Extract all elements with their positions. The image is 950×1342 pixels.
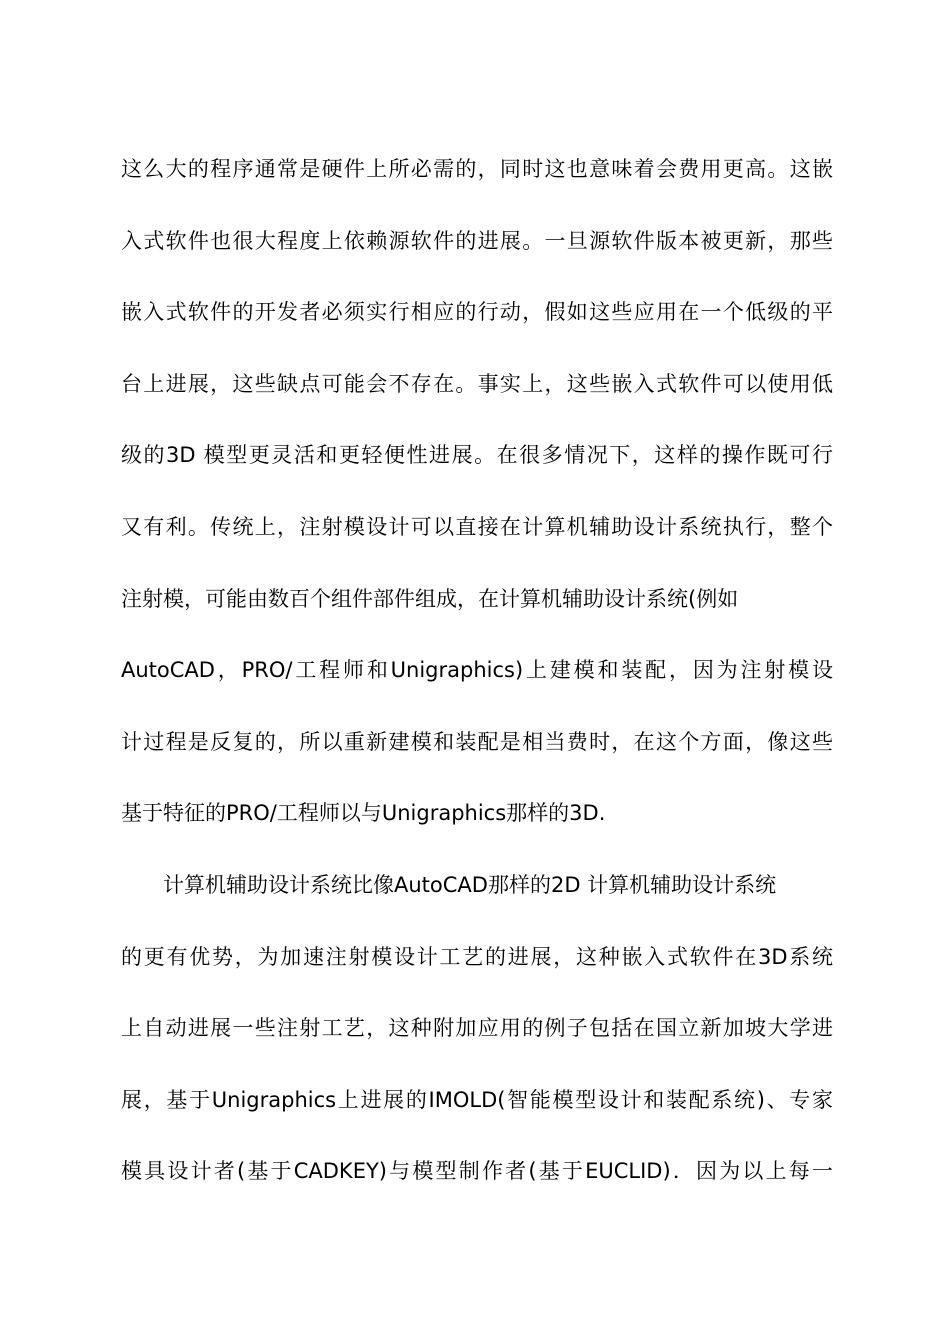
text-line: 计过程是反复的，所以重新建模和装配是相当费时，在这个方面，像这些 xyxy=(121,729,833,754)
text-line: 的更有优势，为加速注射模设计工艺的进展，这种嵌入式软件在3D系统 xyxy=(121,944,833,969)
text-line: 这么大的程序通常是硬件上所必需的，同时这也意味着会费用更高。这嵌 xyxy=(121,157,833,181)
text-line: 计算机辅助设计系统比像AutoCAD那样的2D 计算机辅助设计系统 xyxy=(163,872,777,897)
text-line: 注射模，可能由数百个组件部件组成，在计算机辅助设计系统(例如 xyxy=(121,586,739,611)
text-line: 又有利。传统上，注射模设计可以直接在计算机辅助设计系统执行，整个 xyxy=(121,514,833,539)
body-text xyxy=(121,150,833,1224)
text-line: 嵌入式软件的开发者必须实行相应的行动，假如这些应用在一个低级的平 xyxy=(121,300,833,325)
text-line: 入式软件也很大程度上依赖源软件的进展。一旦源软件版本被更新，那些 xyxy=(121,228,833,253)
text-line: 台上进展，这些缺点可能会不存在。事实上，这些嵌入式软件可以使用低 xyxy=(121,371,833,396)
text-line: 上自动进展一些注射工艺，这种附加应用的例子包括在国立新加坡大学进 xyxy=(121,1016,833,1041)
text-line: AutoCAD，PRO/工程师和Unigraphics)上建模和装配，因为注射模设 xyxy=(121,658,833,683)
text-line: 基于特征的PRO/工程师以与Unigraphics那样的3D. xyxy=(121,801,606,826)
text-line: 展，基于Unigraphics上进展的IMOLD(智能模型设计和装配系统)、专家 xyxy=(121,1087,833,1112)
text-line: 模具设计者(基于CADKEY)与模型制作者(基于EUCLID)．因为以上每一 xyxy=(121,1159,833,1184)
text-line: 级的3D 模型更灵活和更轻便性进展。在很多情况下，这样的操作既可行 xyxy=(121,443,833,468)
